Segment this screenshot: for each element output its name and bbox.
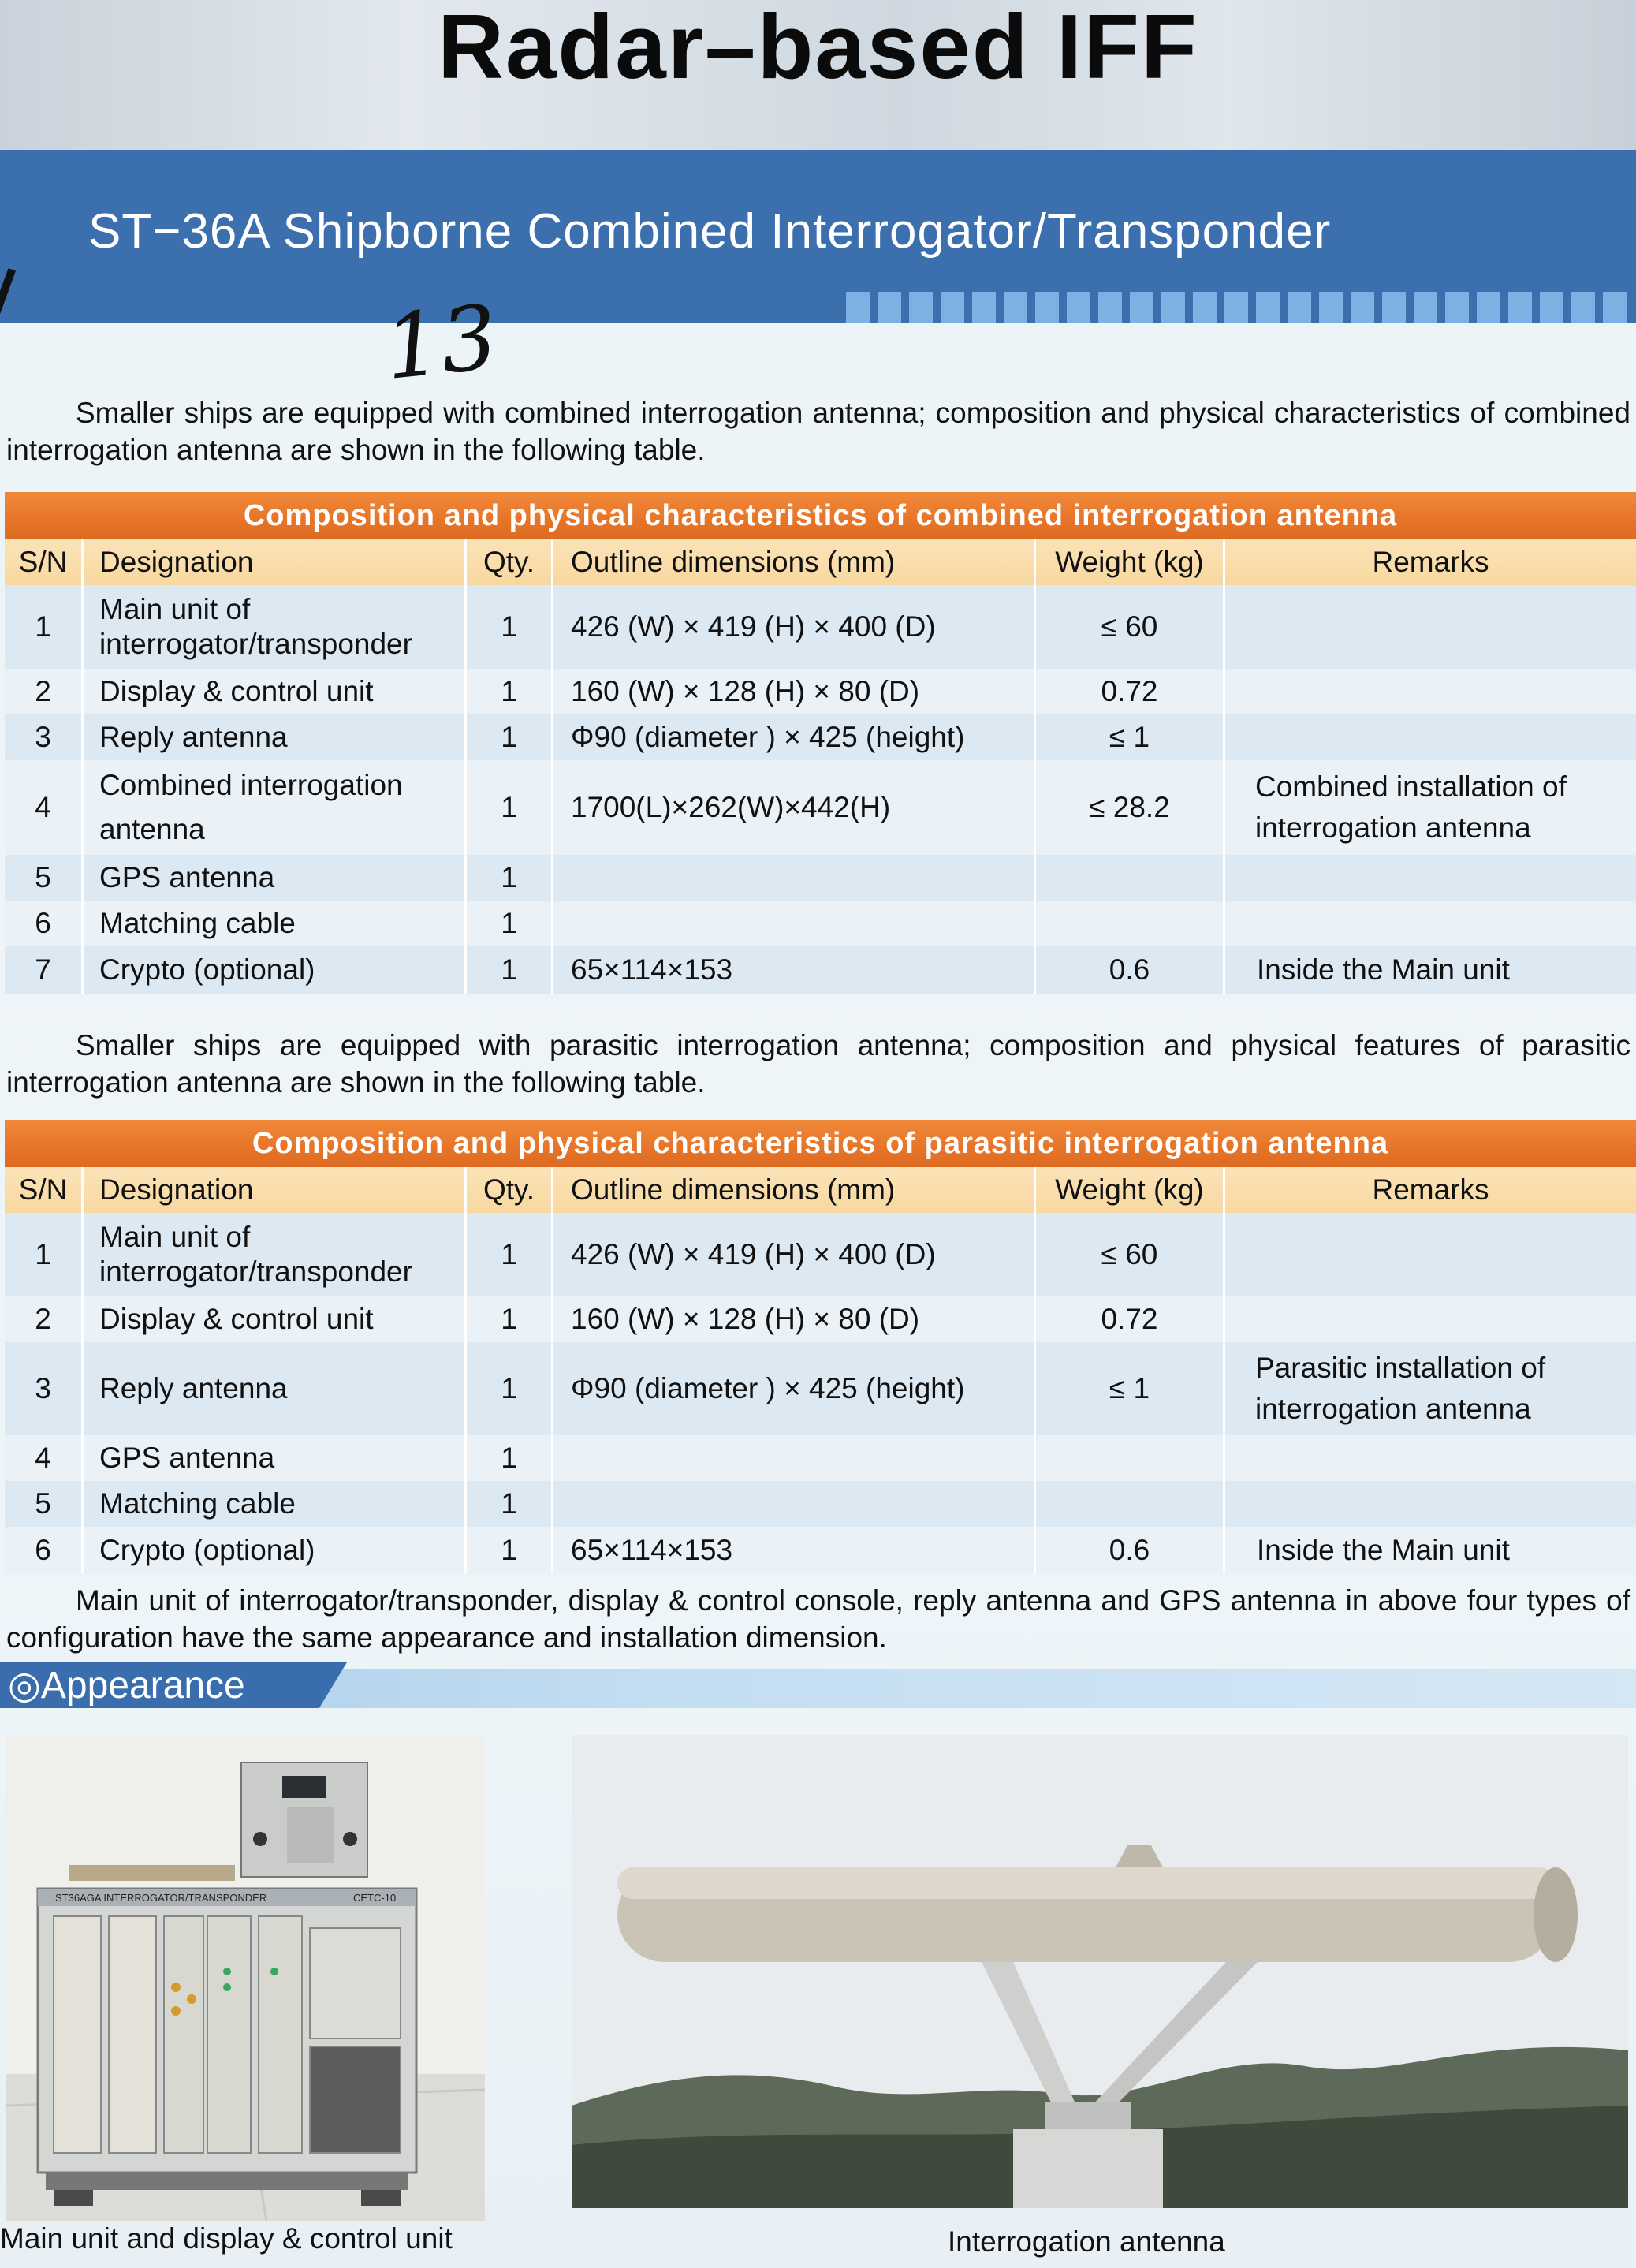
cell-weight: 0.72 bbox=[1036, 669, 1225, 714]
cell-weight bbox=[1036, 901, 1225, 946]
cell-designation: Reply antenna bbox=[84, 1342, 467, 1435]
cell-qty: 1 bbox=[467, 1527, 553, 1574]
table-row bbox=[5, 1213, 1636, 1296]
combined-antenna-table bbox=[5, 492, 1636, 994]
cell-sn: 5 bbox=[5, 1481, 84, 1527]
cell-remarks bbox=[1225, 1213, 1636, 1296]
cell-designation: Combined interrogation antenna bbox=[84, 760, 467, 855]
main-unit-photo bbox=[6, 1735, 485, 2221]
middle-paragraph: Smaller ships are equipped with parasitic interrogation antenna; composition and physical features of parasitic interrogation antenna are shown in the following table. bbox=[6, 1029, 1630, 1099]
cell-designation: Matching cable bbox=[84, 901, 467, 946]
table-row bbox=[5, 1435, 1636, 1481]
cell-weight: ≤ 1 bbox=[1036, 1342, 1225, 1435]
cell-qty: 1 bbox=[467, 585, 553, 669]
cell-weight bbox=[1036, 1481, 1225, 1527]
cell-dimensions: 160 (W) × 128 (H) × 80 (D) bbox=[553, 1296, 1036, 1342]
table-title: Composition and physical characteristics of combined interrogation antenna bbox=[5, 492, 1636, 539]
cell-remarks: Combined installation of interrogation antenna bbox=[1255, 770, 1567, 844]
table-row bbox=[5, 714, 1636, 760]
cell-dimensions: Φ90 (diameter ) × 425 (height) bbox=[553, 714, 1036, 760]
cell-designation: GPS antenna bbox=[84, 1435, 467, 1481]
table-row bbox=[5, 901, 1636, 946]
chassis-label: ST36AGA INTERROGATOR/TRANSPONDER bbox=[55, 1892, 267, 1904]
cell-sn: 3 bbox=[5, 714, 84, 760]
cell-sn: 5 bbox=[5, 855, 84, 901]
cell-designation: Display & control unit bbox=[84, 1296, 467, 1342]
col-designation: Designation bbox=[84, 539, 467, 585]
cell-remarks bbox=[1225, 1296, 1636, 1342]
table-row bbox=[5, 1527, 1636, 1574]
table-header-row bbox=[5, 539, 1636, 585]
cell-dimensions bbox=[553, 1435, 1036, 1481]
cell-remarks bbox=[1225, 1481, 1636, 1527]
cell-qty: 1 bbox=[467, 946, 553, 994]
cell-designation: Main unit of interrogator/transponder bbox=[84, 585, 467, 669]
handwritten-page-number: 13 bbox=[379, 285, 502, 401]
cell-weight: 0.6 bbox=[1036, 946, 1225, 994]
cell-designation: Reply antenna bbox=[84, 714, 467, 760]
cell-designation: Main unit of interrogator/transponder bbox=[84, 1213, 467, 1296]
cell-sn: 6 bbox=[5, 901, 84, 946]
cell-dimensions bbox=[553, 855, 1036, 901]
cell-qty: 1 bbox=[467, 1296, 553, 1342]
col-qty: Qty. bbox=[467, 1167, 553, 1213]
cell-dimensions: 426 (W) × 419 (H) × 400 (D) bbox=[553, 585, 1036, 669]
col-weight: Weight (kg) bbox=[1036, 539, 1225, 585]
cell-weight: 0.72 bbox=[1036, 1296, 1225, 1342]
table-row bbox=[5, 946, 1636, 994]
cell-dimensions: 1700(L)×262(W)×442(H) bbox=[553, 760, 1036, 855]
cell-qty: 1 bbox=[467, 1435, 553, 1481]
cell-remarks: Inside the Main unit bbox=[1257, 1534, 1510, 1566]
cell-remarks bbox=[1225, 901, 1636, 946]
cell-dimensions: 65×114×153 bbox=[553, 1527, 1036, 1574]
cell-dimensions: 160 (W) × 128 (H) × 80 (D) bbox=[553, 669, 1036, 714]
main-unit-illustration bbox=[6, 1735, 485, 2221]
cell-sn: 1 bbox=[5, 585, 84, 669]
cell-qty: 1 bbox=[467, 855, 553, 901]
col-remarks: Remarks bbox=[1372, 546, 1489, 578]
cell-dimensions bbox=[553, 1481, 1036, 1527]
col-sn: S/N bbox=[5, 1167, 84, 1213]
caption-antenna: Interrogation antenna bbox=[948, 2225, 1225, 2258]
cell-dimensions: 65×114×153 bbox=[553, 946, 1036, 994]
cell-remarks bbox=[1225, 714, 1636, 760]
cell-designation: Crypto (optional) bbox=[84, 1527, 467, 1574]
cell-weight: ≤ 60 bbox=[1036, 1213, 1225, 1296]
cell-qty: 1 bbox=[467, 1342, 553, 1435]
cell-weight: ≤ 1 bbox=[1036, 714, 1225, 760]
antenna-illustration bbox=[572, 1735, 1628, 2208]
col-dimensions: Outline dimensions (mm) bbox=[553, 1167, 1036, 1213]
parasitic-antenna-table bbox=[5, 1120, 1636, 1574]
col-dimensions: Outline dimensions (mm) bbox=[553, 539, 1036, 585]
cell-sn: 6 bbox=[5, 1527, 84, 1574]
cell-remarks bbox=[1225, 669, 1636, 714]
table-row bbox=[5, 1342, 1636, 1435]
col-weight: Weight (kg) bbox=[1036, 1167, 1225, 1213]
table-row bbox=[5, 760, 1636, 855]
appearance-heading: ◎Appearance bbox=[8, 1665, 245, 1707]
cell-qty: 1 bbox=[467, 901, 553, 946]
cell-qty: 1 bbox=[467, 714, 553, 760]
table-title: Composition and physical characteristics of parasitic interrogation antenna bbox=[5, 1120, 1636, 1167]
cell-designation: Display & control unit bbox=[84, 669, 467, 714]
cell-weight bbox=[1036, 1435, 1225, 1481]
cell-sn: 4 bbox=[5, 760, 84, 855]
table-row bbox=[5, 669, 1636, 714]
cell-weight: 0.6 bbox=[1036, 1527, 1225, 1574]
cell-designation: Matching cable bbox=[84, 1481, 467, 1527]
cell-qty: 1 bbox=[467, 760, 553, 855]
page-title: Radar–based IFF bbox=[438, 0, 1198, 98]
table-row bbox=[5, 585, 1636, 669]
cell-dimensions bbox=[553, 901, 1036, 946]
col-qty: Qty. bbox=[467, 539, 553, 585]
cell-sn: 3 bbox=[5, 1342, 84, 1435]
col-designation: Designation bbox=[84, 1167, 467, 1213]
cell-weight: ≤ 60 bbox=[1036, 585, 1225, 669]
table-row bbox=[5, 855, 1636, 901]
cell-sn: 1 bbox=[5, 1213, 84, 1296]
table-row bbox=[5, 1481, 1636, 1527]
cell-sn: 4 bbox=[5, 1435, 84, 1481]
cell-dimensions: 426 (W) × 419 (H) × 400 (D) bbox=[553, 1213, 1036, 1296]
intro-paragraph: Smaller ships are equipped with combined interrogation antenna; composition and physical characteristics of combined interrogation antenna are shown in the following table. bbox=[6, 397, 1630, 466]
cell-weight bbox=[1036, 855, 1225, 901]
cell-sn: 2 bbox=[5, 669, 84, 714]
closing-paragraph: Main unit of interrogator/transponder, display & control console, reply antenna and GPS antenna in above four types of configuration have the same appearance and installation dimension. bbox=[6, 1584, 1630, 1654]
cell-remarks bbox=[1225, 1435, 1636, 1481]
chassis-brand: CETC-10 bbox=[353, 1892, 397, 1904]
banner-decoration bbox=[846, 292, 1627, 323]
col-remarks: Remarks bbox=[1372, 1173, 1489, 1206]
cell-remarks: Inside the Main unit bbox=[1257, 953, 1510, 986]
cell-designation: Crypto (optional) bbox=[84, 946, 467, 994]
cell-qty: 1 bbox=[467, 1213, 553, 1296]
cell-qty: 1 bbox=[467, 1481, 553, 1527]
table-row bbox=[5, 1296, 1636, 1342]
interrogation-antenna-photo bbox=[572, 1735, 1628, 2208]
col-sn: S/N bbox=[5, 539, 84, 585]
cell-dimensions: Φ90 (diameter ) × 425 (height) bbox=[553, 1342, 1036, 1435]
cell-weight: ≤ 28.2 bbox=[1036, 760, 1225, 855]
cell-sn: 2 bbox=[5, 1296, 84, 1342]
caption-main-unit: Main unit and display & control unit bbox=[0, 2222, 453, 2255]
cell-remarks bbox=[1225, 585, 1636, 669]
table-header-row bbox=[5, 1167, 1636, 1213]
product-title: ST−36A Shipborne Combined Interrogator/Transponder bbox=[88, 204, 1332, 259]
cell-remarks bbox=[1225, 855, 1636, 901]
cell-sn: 7 bbox=[5, 946, 84, 994]
cell-designation: GPS antenna bbox=[84, 855, 467, 901]
cell-remarks: Parasitic installation of interrogation antenna bbox=[1255, 1352, 1546, 1425]
cell-qty: 1 bbox=[467, 669, 553, 714]
